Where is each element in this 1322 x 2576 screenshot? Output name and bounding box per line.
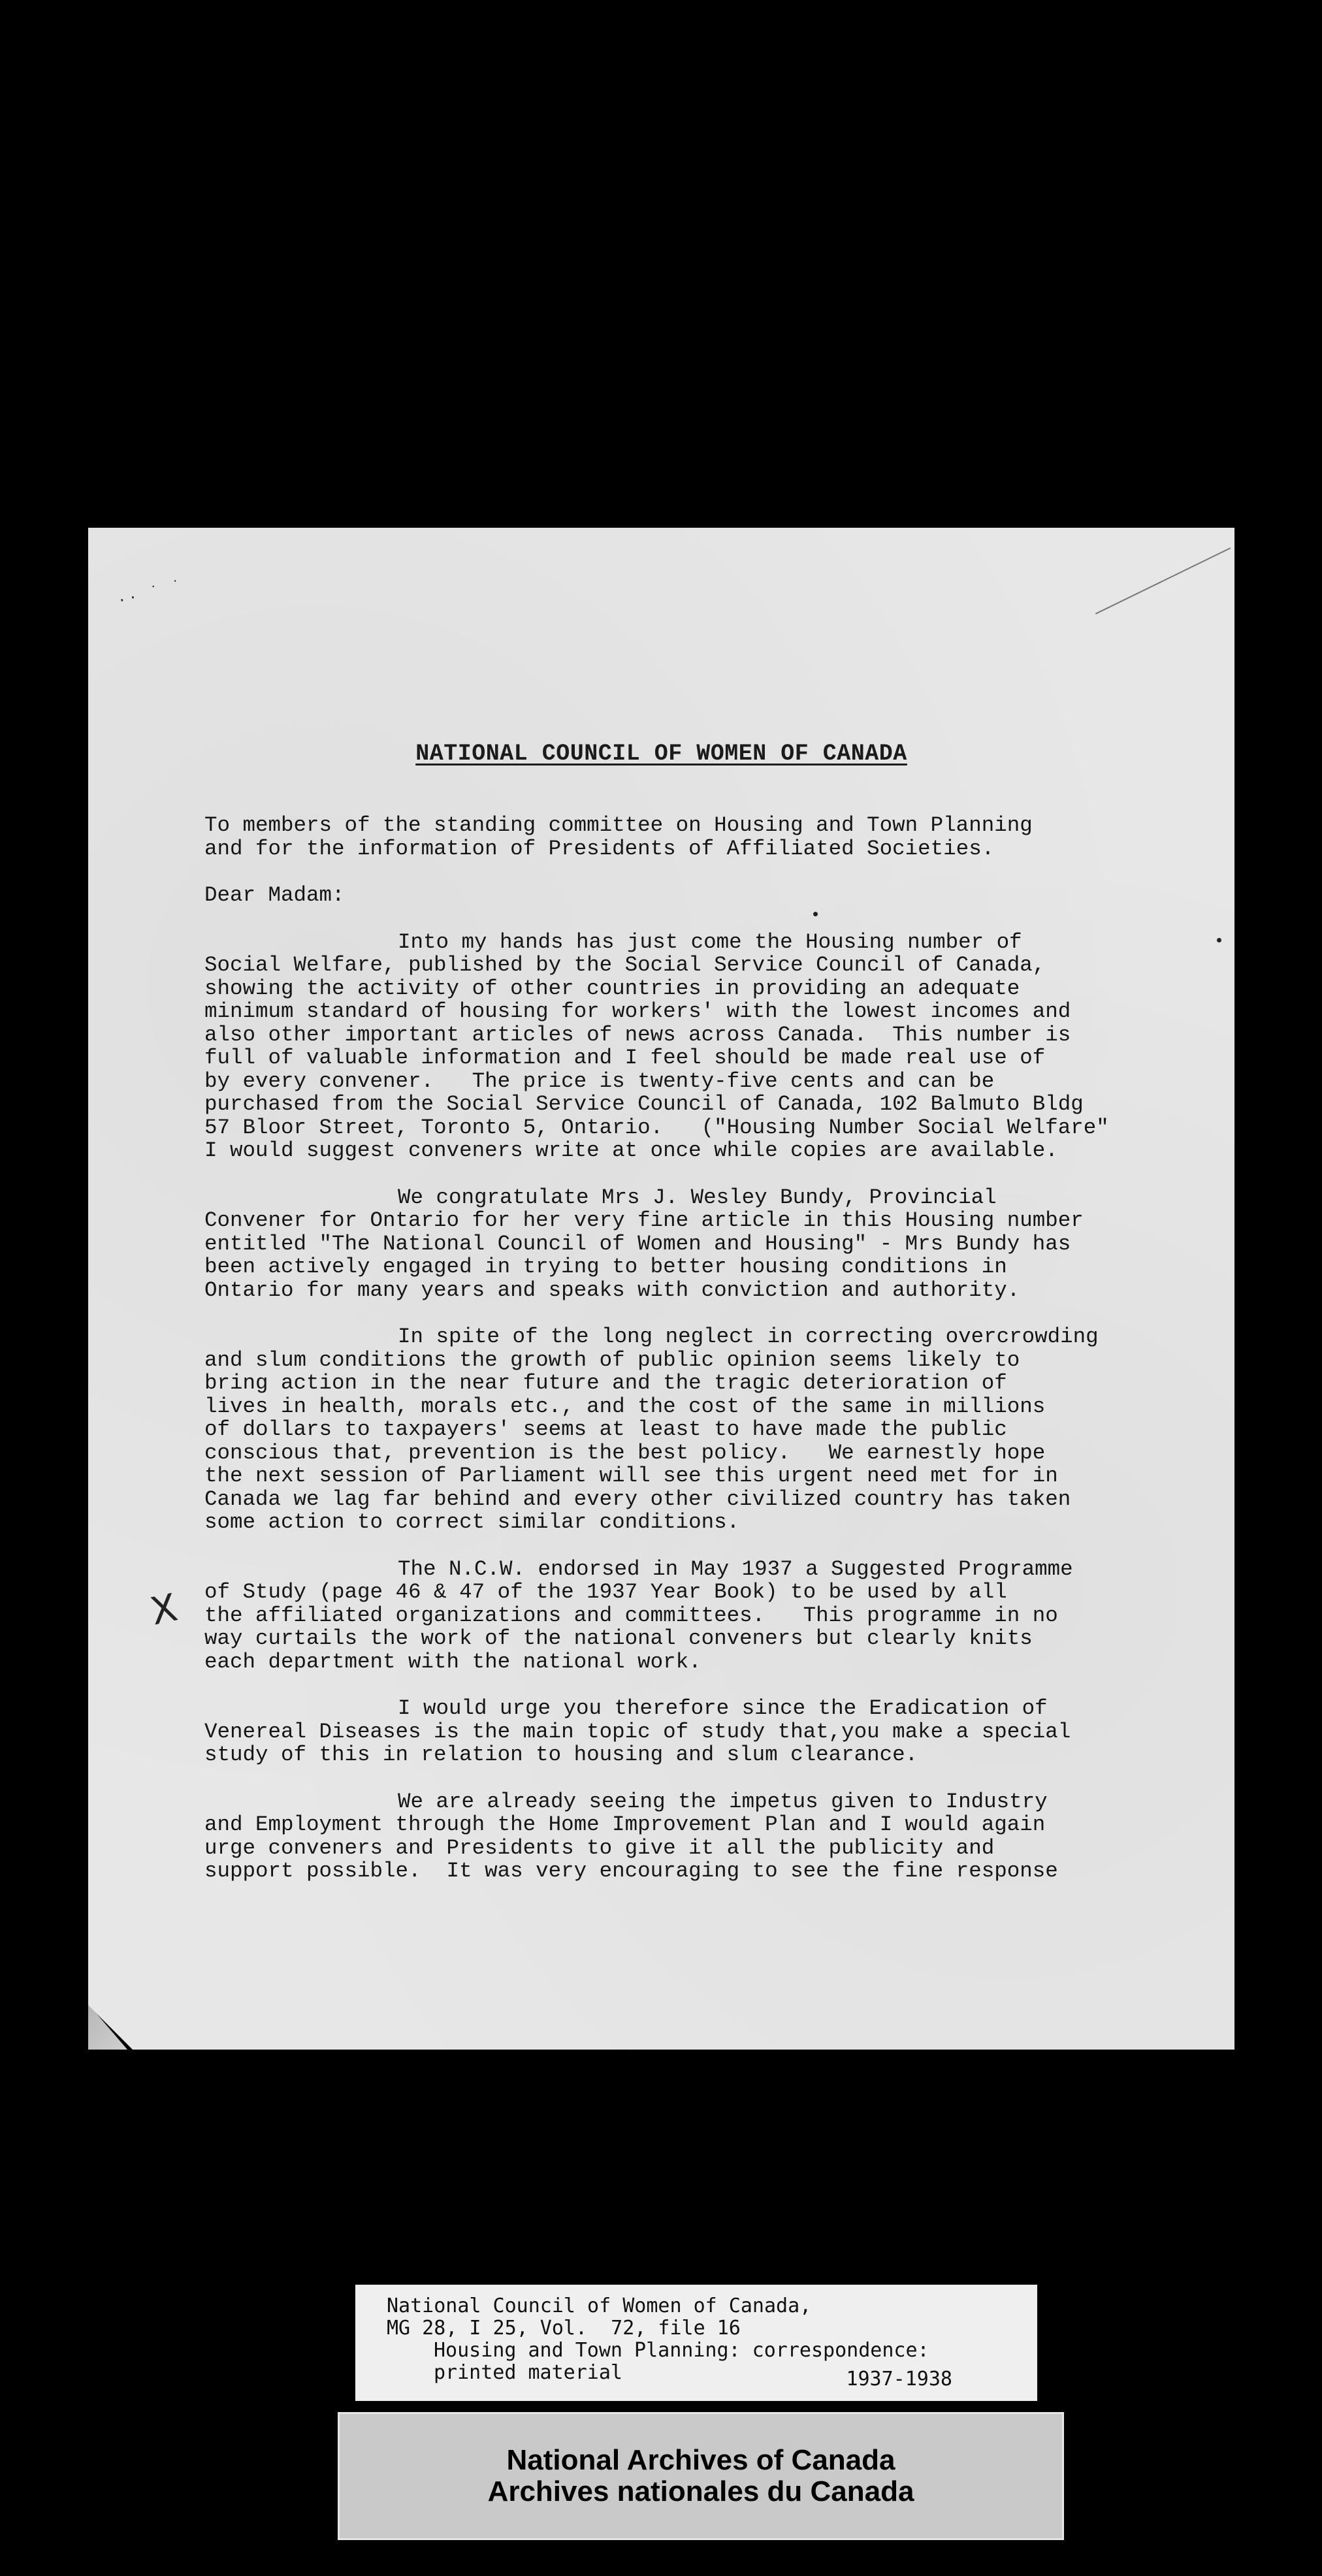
label-reference: MG 28, I 25, Vol. 72, file 16 [387,2317,741,2340]
archive-reference-label [355,2285,1037,2401]
letter-paragraph [204,1790,1184,1883]
label-subject: Housing and Town Planning: correspondence: [434,2339,929,2362]
letter-salutation: Dear Madam: [204,883,345,907]
letter-paragraph [204,1325,1184,1534]
stray-dot [1217,938,1221,942]
letter-page [88,528,1234,2050]
paragraph-text: In spite of the long neglect in correcting overcrowding and slum conditions the growth of public opinion seems likely to bring action in the near future and the tragic deterioration of lives in health, morals etc., and the cost of the same in millions of dollars to taxpayers' seems at least to have made the public conscious that, prevention is the best policy. We earnestly hope the next session of Parliament will see this urgent need met for in Canada we lag far behind and every other civilized country has taken some action to correct similar conditions. [204,1325,1099,1534]
letter-paragraph [204,1558,1184,1674]
label-collection: National Council of Women of Canada, [387,2294,812,2317]
archives-name-english: National Archives of Canada [506,2444,895,2476]
letter-intro: To members of the standing committee on Housing and Town Planning and for the information of Presidents of Affiliated Societies. [204,813,1033,861]
paragraph-text: We congratulate Mrs J. Wesley Bundy, Provincial Convener for Ontario for her very fine article in this Housing number entitled "The National Council of Women and Housing" - Mrs Bundy has been actively engaged in trying to better housing conditions in Ontario for many years and speaks with conviction and authority. [204,1185,1084,1302]
letter-title: NATIONAL COUNCIL OF WOMEN OF CANADA [415,741,907,767]
paragraph-text: We are already seeing the impetus given to Industry and Employment through the Home Improvement Plan and I would again urge conveners and Presidents to give it all the publicity and support possible. It was very encouraging to see the fine response [204,1789,1058,1883]
label-date-range: 1937-1938 [846,2368,952,2391]
archives-name-french: Archives nationales du Canada [487,2475,914,2507]
paragraph-text: The N.C.W. endorsed in May 1937 a Suggested Programme of Study (page 46 & 47 of the 1937 Year Book) to be used by all the affiliated organizations and committees. This programme in no way curtails the work of the national conveners but clearly knits each department with the national work. [204,1556,1073,1674]
paragraph-text: I would urge you therefore since the Eradication of Venereal Diseases is the main topic of study that,you make a special study of this in relation to housing and slum clearance. [204,1696,1071,1767]
punch-marks: ·· ˙ ˙ [116,577,185,610]
paragraph-text: Into my hands has just come the Housing number of Social Welfare, published by the Social Service Council of Canada, showing the activity of other countries in providing an adequate minimum standard of housing for workers' with the lowest incomes and also other important articles of news across Canada. This number is full of valuable information and I feel should be made real use of by every convener. The price is twenty-five cents and can be purchased from the Social Service Council of Canada, 102 Balmuto Bldg 57 Bloor Street, Toronto 5, Ontario. ("Housing Number Social Welfare" I would suggest conveners write at once while copies are available. [204,929,1109,1163]
pencil-stroke [1095,547,1231,615]
label-material: printed material [434,2361,622,2384]
letter-paragraph [204,931,1184,1163]
letter-paragraph [204,1697,1184,1767]
margin-x-mark: X [146,1585,182,1634]
letter-paragraph [204,1186,1184,1302]
archives-stamp [338,2412,1064,2540]
letter-body [204,814,1184,1907]
